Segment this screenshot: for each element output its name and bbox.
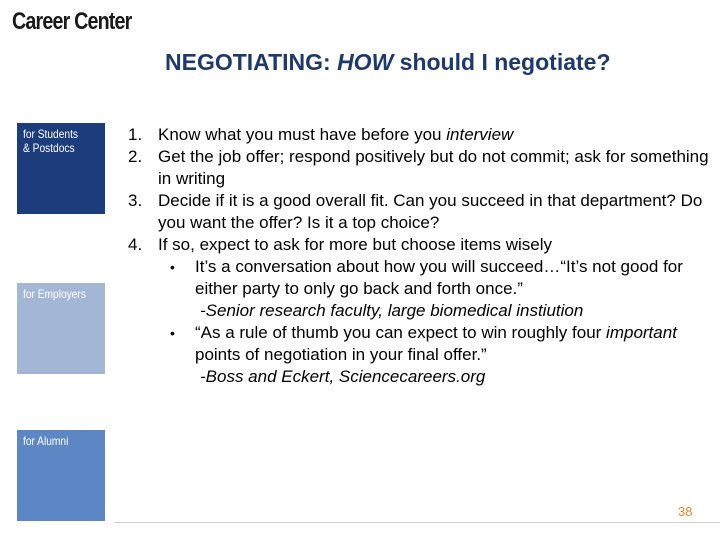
- sidebar-students-line1: for Students: [23, 127, 79, 141]
- item-text: Get the job offer; respond positively but do not commit; ask for something in writing: [158, 147, 709, 188]
- sidebar-alumni-link[interactable]: [17, 430, 105, 521]
- item-number: 1.: [128, 125, 143, 144]
- sidebar-employers-label: for Employers: [23, 287, 86, 301]
- bullet-icon: •: [170, 325, 175, 341]
- page-title: [165, 50, 685, 74]
- sidebar-students-line2: & Postdocs: [23, 141, 75, 155]
- sub-item-text: It’s a conversation about how you will succeed…“It’s not good for either party to only go back and forth once.”: [195, 257, 683, 298]
- item-number: 4.: [128, 235, 143, 254]
- sub-item-emphasis: important: [606, 323, 677, 342]
- item-number: 2.: [128, 147, 143, 166]
- sub-item-text-before: “As a rule of thumb you can expect to win roughly four: [195, 323, 607, 342]
- sub-list-item: [128, 322, 713, 366]
- list-item: [128, 234, 713, 256]
- bullet-icon: •: [170, 259, 175, 275]
- sidebar-employers-link[interactable]: [17, 283, 105, 374]
- list-item: [128, 146, 713, 190]
- attribution-text: -Boss and Eckert, Sciencecareers.org: [200, 367, 486, 386]
- slide-content: [128, 124, 713, 388]
- item-number: 3.: [128, 191, 143, 210]
- sub-list-item: [128, 256, 713, 300]
- title-prefix: NEGOTIATING:: [165, 49, 338, 75]
- list-item: [128, 124, 713, 146]
- title-emphasis: HOW: [337, 49, 394, 75]
- item-text: If so, expect to ask for more but choose items wisely: [158, 235, 552, 254]
- page-number: 38: [678, 504, 693, 519]
- career-center-logo: Career Center: [12, 8, 132, 35]
- sub-item-text-after: points of negotiation in your final offer.”: [195, 345, 487, 364]
- sidebar-students-link[interactable]: [17, 123, 105, 214]
- quote-attribution: [128, 366, 713, 388]
- list-item: [128, 190, 713, 234]
- attribution-text: -Senior research faculty, large biomedical instiution: [200, 301, 584, 320]
- item-emphasis: interview: [446, 125, 514, 144]
- footer-divider: [114, 522, 720, 523]
- item-text: Decide if it is a good overall fit. Can you succeed in that department? Do you want the offer? Is it a top choice?: [158, 191, 703, 232]
- sidebar-alumni-label: for Alumni: [23, 434, 69, 448]
- quote-attribution: [128, 300, 713, 322]
- title-rest: should I negotiate?: [393, 49, 611, 75]
- item-text: Know what you must have before you: [158, 125, 447, 144]
